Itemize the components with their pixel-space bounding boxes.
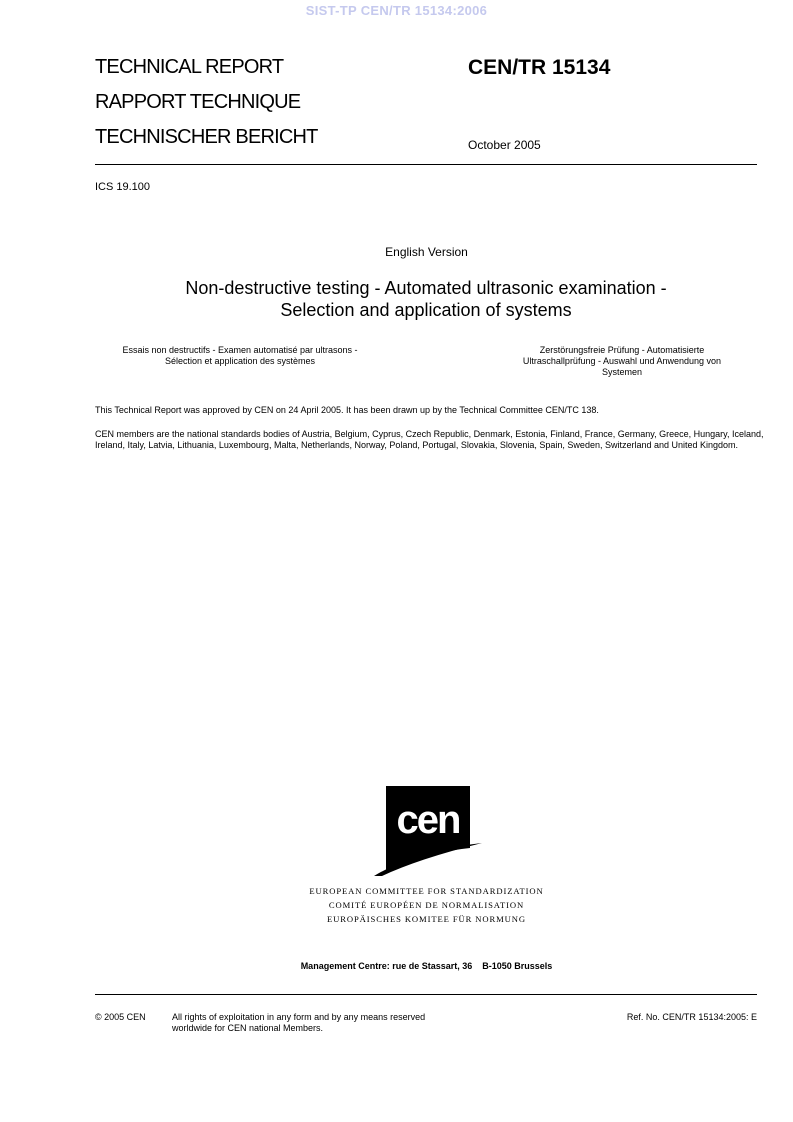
title-line: Non-destructive testing - Automated ultrasonic examination - <box>185 278 667 298</box>
approval-statement: This Technical Report was approved by CEN on 24 April 2005. It has been drawn up by the Technical Committee CEN/TC 138. <box>95 405 599 415</box>
committee-name-en: EUROPEAN COMMITTEE FOR STANDARDIZATION <box>309 886 544 896</box>
german-title-line: Systemen <box>601 367 643 377</box>
language-version: English Version <box>385 245 468 259</box>
committee-name-de: EUROPÄISCHES KOMITEE FÜR NORMUNG <box>326 914 527 924</box>
watermark: SIST-TP CEN/TR 15134:2006 <box>305 3 488 18</box>
german-title-line: Ultraschallprüfung - Auswahl und Anwendung von <box>522 356 722 366</box>
rights-line: worldwide for CEN national Members. <box>172 1023 324 1033</box>
rights-line: All rights of exploitation in any form and by any means reserved <box>172 1012 426 1022</box>
header-divider <box>95 164 757 165</box>
document-title <box>95 277 757 321</box>
cen-members-statement: CEN members are the national standards bodies of Austria, Belgium, Cyprus, Czech Republic, Denmark, Estonia, Finland, France, Germany, Greece, Hungary, Iceland, Ireland, Italy, Latvia, Lithuania, Luxembourg, Malta, Netherlands, Norway, Poland, Portugal, Slovakia, Slovenia, Spain, Sweden, Switzerland and United Kingdom. <box>95 429 764 450</box>
report-type-de: TECHNISCHER BERICHT <box>95 126 318 148</box>
cen-logo <box>372 786 484 879</box>
german-title-line: Zerstörungsfreie Prüfung - Automatisierte <box>539 345 705 355</box>
title-line: Selection and application of systems <box>280 300 572 320</box>
rights-statement <box>172 1012 492 1034</box>
german-title <box>480 345 764 378</box>
management-centre-address: Management Centre: rue de Stassart, 36 B-1050 Brussels <box>300 961 553 971</box>
committee-name-fr: COMITÉ EUROPÉEN DE NORMALISATION <box>328 900 525 910</box>
copyright: © 2005 CEN <box>95 1012 146 1022</box>
footer-divider <box>95 994 757 995</box>
french-title-line: Essais non destructifs - Examen automatisé par ultrasons - <box>122 345 358 355</box>
publication-date: October 2005 <box>468 138 541 152</box>
document-number: CEN/TR 15134 <box>468 56 611 79</box>
report-type-fr: RAPPORT TECHNIQUE <box>95 91 301 113</box>
french-title-line: Sélection et application des systèmes <box>164 356 316 366</box>
cen-logo-text: cen <box>396 798 460 842</box>
french-title <box>95 345 385 367</box>
report-type-en: TECHNICAL REPORT <box>95 56 284 78</box>
ics-code: ICS 19.100 <box>95 181 151 193</box>
reference-number: Ref. No. CEN/TR 15134:2005: E <box>626 1012 757 1022</box>
